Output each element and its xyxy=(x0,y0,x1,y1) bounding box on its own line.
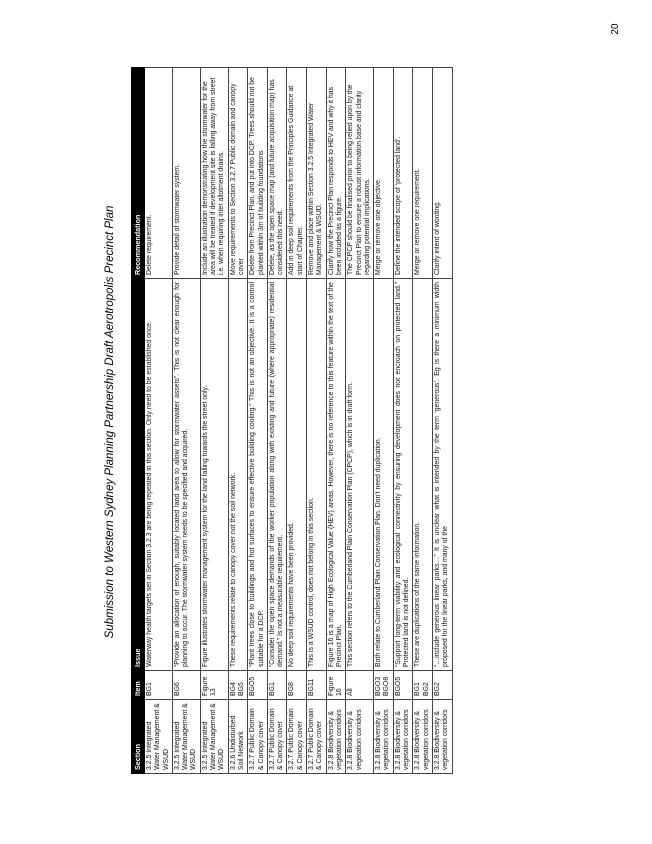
issue-cell: Figure 16 is a map of High Ecological Value (HEV) areas. However, there is no reference to this feature within the text of the Precinct Plan. xyxy=(326,279,346,671)
page-title: Submission to Western Sydney Planning Partnership Draft Aerotropolis Precinct Plan xyxy=(104,205,116,639)
table-row xyxy=(287,68,307,774)
table-row xyxy=(145,68,173,774)
item-code: BG11 xyxy=(308,678,316,696)
recommendation-cell: Add in deep soil requirements from the Principles Guidance at start of Chapter. xyxy=(287,68,307,279)
section-cell: 3.2.5 Integrated Water Management & WSUD xyxy=(172,700,200,774)
recommendation-cell: Move requirements to Section 3.2.7 Public domain and canopy cover xyxy=(228,68,248,279)
item-cell xyxy=(145,671,173,700)
issue-cell: “Plant trees close to buildings and hot surfaces to ensure effective building cooling.” This is not an objective. It is a control suitable for a DCP. xyxy=(248,279,268,671)
section-cell: 3.2.7 Public Domain & Canopy cover xyxy=(307,700,327,774)
item-cell xyxy=(307,671,327,700)
recommendation-cell: Delete from Precinct Plan, and put into DCP. Trees should not be planted within 3m of building foundations xyxy=(248,68,268,279)
item-cell xyxy=(200,671,228,700)
item-code: Figure 13 xyxy=(201,676,218,696)
table-row xyxy=(413,68,433,774)
table-row xyxy=(248,68,268,774)
table-row xyxy=(307,68,327,774)
section-cell: 3.2.8 Biodiversity & vegetation corridors xyxy=(374,700,394,774)
item-cell xyxy=(432,671,452,700)
table-row xyxy=(228,68,248,774)
issue-cell: “Provide an allocation of enough, suitably located land area to allow for stormwater assets”. This is not clear enough for planning to occur. The stormwater system needs to be specified and acquired. xyxy=(172,279,200,671)
section-cell: 3.2.8 Biodiversity & vegetation corridors xyxy=(413,700,433,774)
section-cell: 3.2.7 Public Domain & Canopy cover xyxy=(267,700,287,774)
table-row xyxy=(326,68,346,774)
recommendation-cell: The CPCP should be finalised prior to being relied upon by the Precinct Plan to ensure a robust information base and clarity regarding potential implications. xyxy=(346,68,374,279)
section-cell: 3.2.7 Public Domain & Canopy cover xyxy=(287,700,307,774)
item-cell xyxy=(393,671,413,700)
table-row xyxy=(374,68,394,774)
recommendation-cell: Provide detail of stormwater system. xyxy=(172,68,200,279)
table-row xyxy=(346,68,374,774)
item-code: BGO8 xyxy=(383,676,391,696)
table-row xyxy=(172,68,200,774)
item-cell xyxy=(287,671,307,700)
recommendation-cell: Clarify intent of wording. xyxy=(432,68,452,279)
section-cell: 3.2.8 Biodiversity & vegetation corridors xyxy=(346,700,374,774)
section-cell: 3.2.8 Biodiversity & vegetation corridors xyxy=(432,700,452,774)
item-code: BG2 xyxy=(433,682,441,696)
issue-cell: These are duplications of the same information. xyxy=(413,279,433,671)
issue-cell: “Consider the open space demands of the worker population along with existing and future (where appropriate) residential demand.” Is not a measurable requirement. xyxy=(267,279,287,671)
section-cell: 3.2.8 Biodiversity & vegetation corridors xyxy=(326,700,346,774)
item-cell xyxy=(267,671,287,700)
recommendation-cell: Remove and place within Section 3.2.5 Integrated Water Management & WSUD. xyxy=(307,68,327,279)
item-code: BG2 xyxy=(422,682,430,696)
section-cell: 3.2.6 Undisturbed Soil Network xyxy=(228,700,248,774)
recommendation-cell: Delete requirement. xyxy=(145,68,173,279)
section-cell: 3.2.7 Public Domain & Canopy cover xyxy=(248,700,268,774)
header-recommendation: Recommendation xyxy=(132,68,145,279)
table-row xyxy=(432,68,452,774)
table-row xyxy=(393,68,413,774)
issue-cell: Waterway health targets set in Section 3.2.3 are being repeated in this section. Only need to be established once. xyxy=(145,279,173,671)
item-code: BGO5 xyxy=(249,676,257,696)
issue-cell: Figure illustrates stormwater management system for the land falling towards the street only. xyxy=(200,279,228,671)
recommendation-cell: Clarify how the Precinct Plan responds to HEV and why it has been included as a figure. xyxy=(326,68,346,279)
table-body xyxy=(145,68,453,774)
item-cell xyxy=(346,671,374,700)
item-cell xyxy=(228,671,248,700)
item-code: Figure 16 xyxy=(327,676,343,696)
item-cell xyxy=(374,671,394,700)
recommendation-cell: Merge or remove one objective. xyxy=(374,68,394,279)
item-code: BG1 xyxy=(146,682,153,696)
review-table xyxy=(131,67,453,774)
recommendation-cell: Define the intended scope of ‘protected land’. xyxy=(393,68,413,279)
item-code: All xyxy=(347,688,355,696)
item-cell xyxy=(172,671,200,700)
table-row xyxy=(267,68,287,774)
header-issue: Issue xyxy=(132,279,145,671)
issue-cell: These requirements relate to canopy cover not the soil network. xyxy=(228,279,248,671)
section-cell: 3.2.8 Biodiversity & vegetation corridors xyxy=(393,700,413,774)
page-number: 20 xyxy=(610,23,621,35)
item-code: BGO3 xyxy=(375,676,383,696)
recommendation-cell: Include an illustration demonstrating how the stormwater for the area will be treated if development site is falling away from street i.e. when requiring inter allotment drains. xyxy=(200,68,228,279)
issue-cell: “Support long-term viability and ecological connectivity by ensuring development does not encroach on protected land.” Protected land is not defined. xyxy=(393,279,413,671)
section-cell: 3.2.5 Integrated Water Management & WSUD xyxy=(145,700,173,774)
recommendation-cell: Merge or remove one requirement. xyxy=(413,68,433,279)
section-cell: 3.2.5 Integrated Water Management & WSUD xyxy=(200,700,228,774)
issue-cell: This section refers to the Cumberland Plain Conservation Plan (CPCP), which is in draft form. xyxy=(346,279,374,671)
item-cell xyxy=(248,671,268,700)
item-code: BGO5 xyxy=(394,676,402,696)
issue-cell: Both relate to Cumberland Plain Conservation Plan. Don't need duplication. xyxy=(374,279,394,671)
issue-cell: “…include generous linear parks…” It is unclear what is intended by the term ‘generous’. Eg is there a minimum width proposed for the linear parks, and many of the xyxy=(432,279,452,671)
item-code: BG6 xyxy=(173,682,181,696)
issue-cell: No deep soil requirements have been provided. xyxy=(287,279,307,671)
item-cell xyxy=(413,671,433,700)
landscape-content xyxy=(95,0,652,844)
recommendation-cell: Delete, as the open space map (and future acquisition map) has considered this need. xyxy=(267,68,287,279)
table-row xyxy=(200,68,228,774)
issue-cell: This is a WSUD control, does not belong in this section. xyxy=(307,279,327,671)
header-item: Item xyxy=(132,671,145,700)
item-code: BG4 xyxy=(229,682,237,696)
item-code: BG1 xyxy=(414,682,422,696)
item-code: BG5 xyxy=(237,682,245,696)
table-header-row xyxy=(132,68,145,774)
item-code: BG8 xyxy=(288,682,296,696)
item-cell xyxy=(326,671,346,700)
header-section: Section xyxy=(132,700,145,774)
item-code: BG1 xyxy=(268,682,276,696)
